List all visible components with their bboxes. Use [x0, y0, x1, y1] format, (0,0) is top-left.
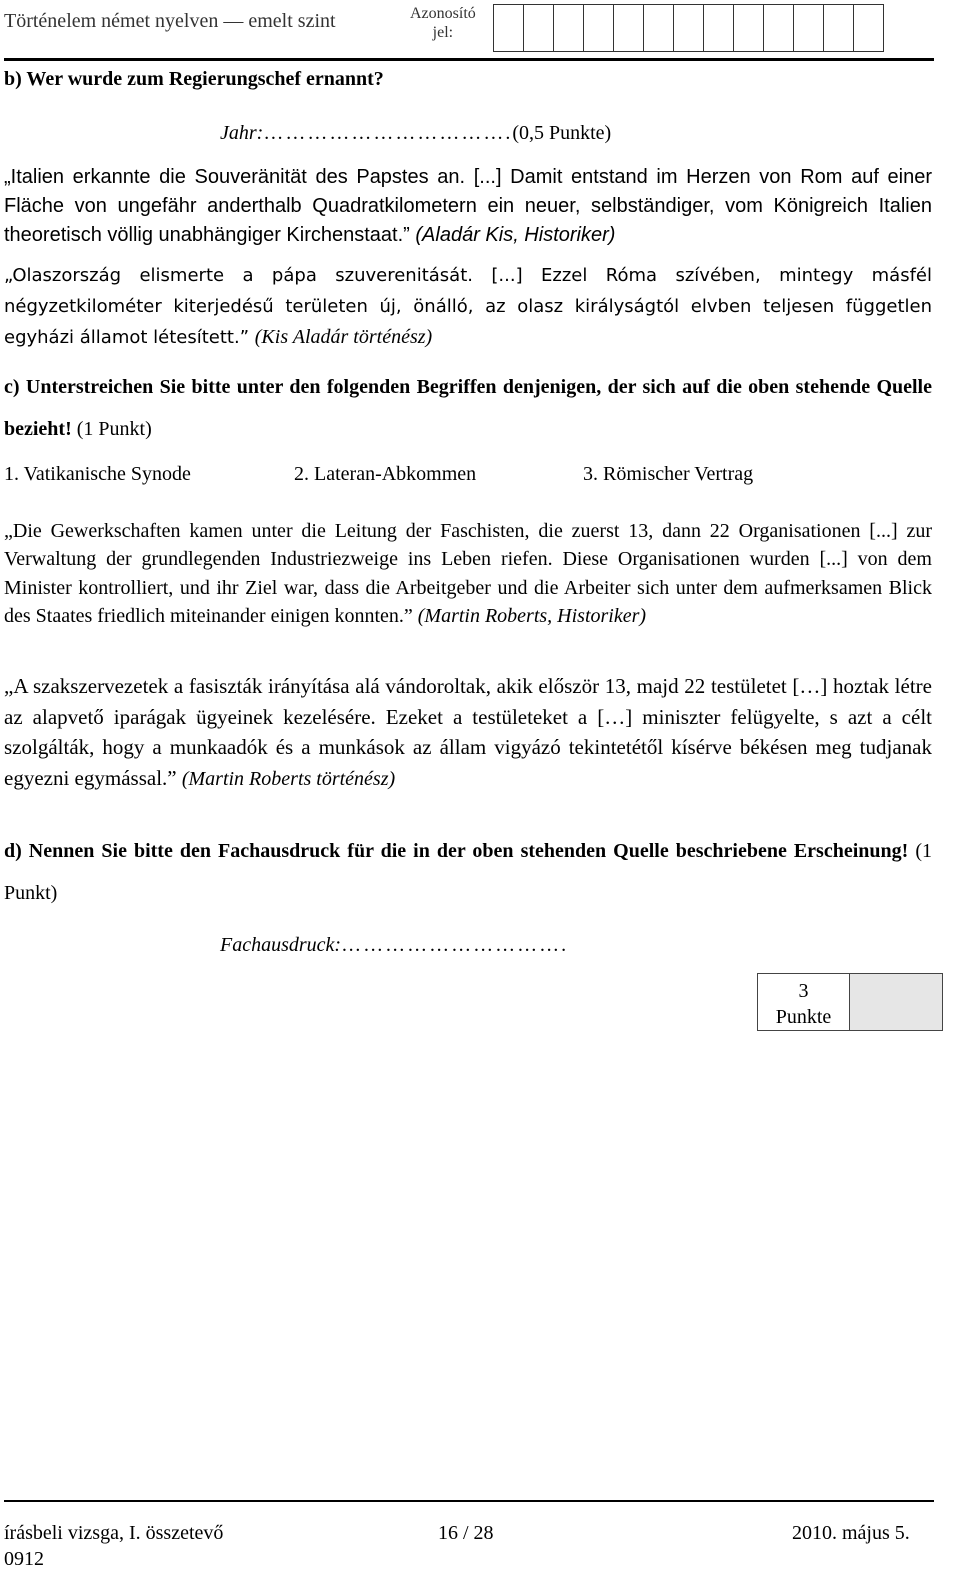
- source1-german: [4, 163, 932, 250]
- option-2[interactable]: 2. Lateran-Abkommen: [294, 463, 477, 485]
- id-box[interactable]: [553, 4, 584, 52]
- id-box[interactable]: [493, 4, 524, 52]
- id-box[interactable]: [673, 4, 704, 52]
- question-d-text: d) Nennen Sie bitte den Fachausdruck für die in der oben stehenden Quelle beschriebene Erscheinung!: [4, 840, 909, 862]
- answer-dots-d: ………………………….: [341, 934, 569, 956]
- source1-hungarian-author: (Kis Aladár történész): [254, 326, 433, 348]
- option-3[interactable]: 3. Römischer Vertrag: [583, 463, 754, 485]
- id-boxes: [494, 4, 884, 52]
- id-box[interactable]: [793, 4, 824, 52]
- answer-label-d: Fachausdruck:: [220, 934, 342, 956]
- score-entry-cell[interactable]: [850, 974, 942, 1030]
- source2-hungarian: [4, 671, 932, 794]
- option-1[interactable]: 1. Vatikanische Synode: [4, 463, 191, 485]
- id-label: [410, 4, 476, 42]
- source2-hungarian-author: (Martin Roberts történész): [181, 767, 396, 790]
- source1-german-author: (Aladár Kis, Historiker): [415, 224, 616, 246]
- source2-hungarian-text: „A szakszervezetek a fasiszták irányítása alá vándoroltak, akik először 13, majd 22 testületet […] hoztak létre az alapvető iparágak ügyeinek kezelésére. Ezeket a testületeket a […] miniszter felügyelte, s azt a célt szolgálták, hogy a munkaadók és a munkások az állam vigyázó tekintetétől kísérve békésen meg tudjanak egyezni egymással.”: [4, 674, 932, 790]
- source2-german-text: „Die Gewerkschaften kamen unter die Leitung der Faschisten, die zuerst 13, dann 22 Organisationen [...] zur Verwaltung der grundlegenden Industriezweige ins Leben riefen. Diese Organisationen wurden [...] von dem Minister kontrolliert, und ihr Ziel war, dass die Arbeitgeber und die Arbeiter sich unter dem aufmerksamen Blick des Staates friedlich miteinander einigen konnten.”: [4, 520, 932, 627]
- id-box[interactable]: [613, 4, 644, 52]
- footer-code: 0912: [4, 1548, 44, 1570]
- id-box[interactable]: [583, 4, 614, 52]
- header-title: Történelem német nyelven — emelt szint: [4, 10, 336, 32]
- id-box[interactable]: [733, 4, 764, 52]
- points-c: (1 Punkt): [76, 418, 152, 440]
- id-box[interactable]: [853, 4, 884, 52]
- answer-dots-b: …………………………….: [263, 122, 513, 144]
- header-rule: [4, 58, 934, 61]
- id-box[interactable]: [523, 4, 554, 52]
- id-label-line2: jel:: [432, 24, 454, 41]
- score-unit: Punkte: [775, 1006, 832, 1028]
- source1-hungarian: [4, 260, 932, 353]
- score-value: 3: [798, 980, 809, 1002]
- id-box[interactable]: [643, 4, 674, 52]
- question-b: b) Wer wurde zum Regierungschef ernannt?: [4, 68, 384, 90]
- answer-label-b: Jahr:: [220, 122, 264, 144]
- id-box[interactable]: [763, 4, 794, 52]
- source2-german-author: (Martin Roberts, Historiker): [417, 604, 647, 627]
- id-box[interactable]: [823, 4, 854, 52]
- source1-german-text: „Italien erkannte die Souveränität des Papstes an. [...] Damit entstand im Herzen von Rom auf einer Fläche von ungefähr anderthalb Quadratkilometern ein neuer, selbständiger, vom Königreich Italien theoretisch völlig unabhängiger Kirchenstaat.”: [4, 166, 932, 246]
- source2-german: [4, 517, 932, 630]
- footer-date: 2010. május 5.: [792, 1522, 910, 1544]
- score-label: [758, 974, 850, 1030]
- source1-hungarian-text: „Olaszország elismerte a pápa szuverenitását. [...] Ezzel Róma szívében, mintegy másfél négyzetkilométer kiterjedésű területen új, önálló, az olasz királyságtól elvben teljesen független egyházi államot létesített.”: [4, 265, 932, 348]
- id-box[interactable]: [703, 4, 734, 52]
- answer-line-b: [220, 122, 611, 145]
- footer-left: írásbeli vizsga, I. összetevő: [4, 1522, 224, 1544]
- footer-page: 16 / 28: [438, 1522, 494, 1544]
- question-c-text: c) Unterstreichen Sie bitte unter den folgenden Begriffen denjenigen, der sich auf die oben stehende Quelle bezieht!: [4, 376, 932, 440]
- score-box: [757, 973, 943, 1031]
- points-b: (0,5 Punkte): [512, 122, 612, 144]
- footer-rule: [4, 1500, 934, 1502]
- question-c: [4, 366, 932, 450]
- points-d: (1 Punkt): [4, 840, 933, 904]
- id-label-line1: Azonosító: [410, 5, 476, 22]
- answer-line-d: [220, 934, 568, 957]
- question-d: [4, 830, 932, 914]
